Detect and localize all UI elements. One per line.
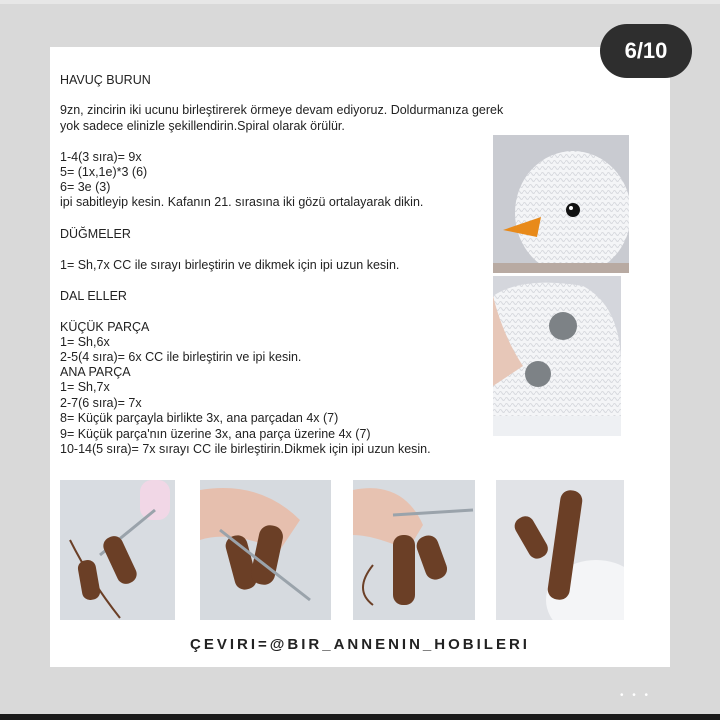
nose-intro-line-1: 9zn, zincirin iki ucunu birleştirerek örmeye devam ediyoruz. Doldurmanıza gerek <box>60 103 504 117</box>
main-part-row: 9= Küçük parça'nın üzerine 3x, ana parça üzerine 4x (7) <box>60 427 371 441</box>
nose-row: 5= (1x,1e)*3 (6) <box>60 165 148 179</box>
snowman-head-photo <box>493 135 629 273</box>
small-part-row: 2-5(4 sıra)= 6x CC ile birleştirin ve ipi kesin. <box>60 350 302 364</box>
arm-step-photo-2 <box>200 480 331 620</box>
nose-row: ipi sabitleyip kesin. Kafanın 21. sırasına iki gözü ortalayarak dikin. <box>60 195 424 209</box>
translator-credit: ÇEVIRI=@BIR_ANNENIN_HOBILERI <box>190 636 530 653</box>
pattern-page <box>50 47 670 667</box>
nose-intro-line-2: yok sadece elinizle şekillendirin.Spiral olarak örülür. <box>60 119 345 133</box>
top-strip <box>0 0 720 4</box>
buttons-row: 1= Sh,7x CC ile sırayı birleştirin ve dikmek için ipi uzun kesin. <box>60 258 400 272</box>
page-counter-badge: 6/10 <box>600 24 692 78</box>
main-part-title: ANA PARÇA <box>60 365 131 379</box>
snowman-buttons-photo <box>493 276 621 436</box>
pagination-dots: • • • <box>620 690 652 701</box>
small-part-row: 1= Sh,6x <box>60 335 110 349</box>
small-part-title: KÜÇÜK PARÇA <box>60 320 150 334</box>
arms-title: DAL ELLER <box>60 289 127 303</box>
nose-row: 1-4(3 sıra)= 9x <box>60 150 142 164</box>
main-part-row: 10-14(5 sıra)= 7x sırayı CC ile birleştirin.Dikmek için ipi uzun kesin. <box>60 442 431 456</box>
nose-row: 6= 3e (3) <box>60 180 111 194</box>
bottom-strip <box>0 714 720 720</box>
arm-finished-photo <box>496 480 624 620</box>
arm-step-photo-1 <box>60 480 175 620</box>
main-part-row: 8= Küçük parçayla birlikte 3x, ana parçadan 4x (7) <box>60 411 339 425</box>
main-part-row: 1= Sh,7x <box>60 380 110 394</box>
nose-title: HAVUÇ BURUN <box>60 73 151 87</box>
buttons-title: DÜĞMELER <box>60 227 131 241</box>
arm-step-photo-3 <box>353 480 475 620</box>
main-part-row: 2-7(6 sıra)= 7x <box>60 396 142 410</box>
